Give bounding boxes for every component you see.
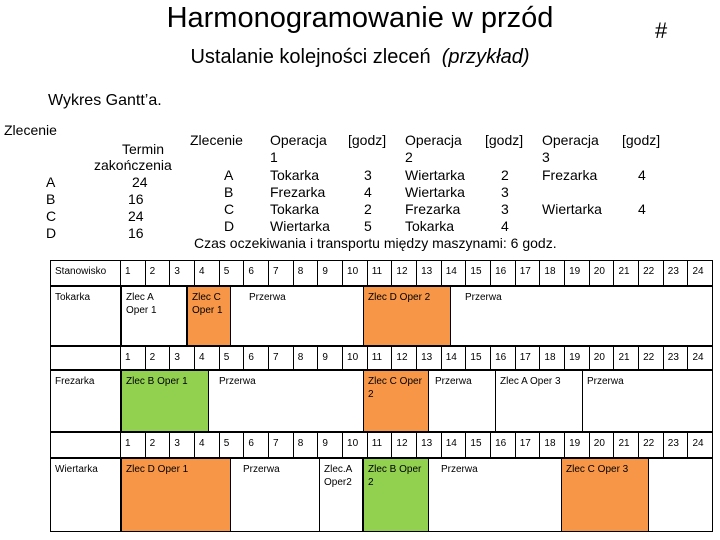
operations-table [190,132,670,254]
hour-cell [639,433,664,457]
block-label [126,375,188,388]
ops-op1-label: Operacja [270,132,327,148]
hour-label: 14 [445,438,457,449]
hour-cell [614,347,639,369]
hour-cell [318,261,343,285]
hour-cell [318,433,343,457]
hour-cell [417,261,442,285]
ops-op2: Tokarka [405,218,455,234]
deadline-table [0,120,190,250]
ops-op2-header: Operacja [405,132,462,148]
hour-cell [688,347,712,369]
hour-cell [195,347,220,369]
hour-cells [121,261,712,285]
ops-op1-num: 1 [270,149,278,165]
hour-cell [170,347,195,369]
hour-label: 14 [445,266,457,277]
subtitle [0,46,720,69]
ops-order: B [224,184,234,200]
break-label: Przerwa [219,376,256,387]
hour-cells [121,433,712,457]
ops-op1-header [270,132,327,148]
block-label [566,463,628,476]
deadline-value: 16 [128,191,144,207]
block-label-1: Zlec A Oper 3 [500,376,561,387]
hour-label: 15 [470,266,482,277]
ops-t1: 2 [364,201,372,217]
hour-cell [442,261,467,285]
hour-cell [565,433,590,457]
hour-cell [343,433,368,457]
hour-cell [146,347,171,369]
ops-op2: Frezarka [405,201,461,217]
machine-cell [51,287,121,345]
hour-cell [269,347,294,369]
hour-label: 21 [618,266,630,277]
hour-cell [269,261,294,285]
hour-cell [540,261,565,285]
hour-cell [343,347,368,369]
machine-name: Tokarka [55,292,91,303]
hour-label: 3 [174,266,180,277]
hour-label: 11 [371,438,383,449]
hour-cell [244,433,269,457]
hour-label: 22 [643,266,655,277]
hour-label: 3 [174,352,180,363]
ops-row-a [190,167,670,184]
hour-cell [417,433,442,457]
block-label [324,463,352,489]
hour-label: 8 [297,352,304,363]
hour-label: 15 [470,352,482,363]
block-label [368,375,422,401]
hour-label: 1 [125,352,131,363]
block-c-oper2 [363,371,429,431]
hour-cell [516,261,541,285]
hour-cell [688,433,712,457]
hour-cell [220,433,245,457]
ops-t2: 3 [501,201,509,217]
break-label: Przerwa [465,292,502,303]
hour-label: 7 [273,266,279,277]
hour-cell [294,347,319,369]
hour-label: 7 [273,352,279,363]
hour-cell [466,347,491,369]
hour-cell [516,433,541,457]
ops-op1: Tokarka [270,201,320,217]
hour-cell [590,261,615,285]
hour-label: 24 [692,438,704,449]
hour-label: 17 [519,266,531,277]
hour-cell [491,433,516,457]
hour-label: 16 [495,438,507,449]
hour-cell [639,261,664,285]
hour-cell [614,433,639,457]
hour-label: 10 [347,352,359,363]
hour-cell [244,261,269,285]
hour-cell [368,347,393,369]
deadline-termin-header-2: zakończenia [94,157,172,173]
hour-label: 24 [692,352,704,363]
ops-op2: Wiertarka [405,167,465,183]
hour-label: 11 [371,352,383,363]
block-d-oper2 [363,287,451,345]
block-label-1: Zlec A [126,292,154,303]
subtitle-example: (przykład) [441,46,530,68]
gantt-row-tokarka [50,286,713,346]
ops-op1: Tokarka [270,167,320,183]
hour-cell [146,261,171,285]
hour-cell [368,261,393,285]
deadline-termin-header-1: Termin [122,141,165,157]
hour-cell [368,433,393,457]
hour-label: 10 [347,266,359,277]
hour-cell [664,433,689,457]
hour-label: 8 [297,266,304,277]
hour-cell [442,433,467,457]
hour-cell [121,261,146,285]
hour-cell [466,261,491,285]
block-a-oper2 [319,459,363,531]
break-label: Przerwa [441,464,478,475]
deadline-order: D [46,225,57,241]
break-label: Przerwa [435,376,472,387]
hour-label: 22 [643,352,655,363]
hour-label: 19 [569,352,581,363]
hour-cell [294,261,319,285]
hour-cell [294,433,319,457]
deadline-order: C [46,208,57,224]
block-label-2: Oper 1 [192,305,223,316]
hour-label: 23 [667,266,679,277]
block-a-oper1 [121,287,187,345]
hour-label: 9 [322,266,328,277]
hour-cell [565,347,590,369]
hour-cell [392,433,417,457]
break-label: Przerwa [587,376,624,387]
hour-cell [491,261,516,285]
hour-label: 16 [495,266,507,277]
hour-label: 6 [248,352,254,363]
hour-cell [565,261,590,285]
block-label-1: Zlec.A [324,464,353,475]
hour-label: 1 [125,438,131,449]
ops-op1: Frezarka [270,184,326,200]
ops-godz-1: [godz] [348,132,387,148]
page-title: Harmonogramowanie w przód [166,2,554,34]
block-c-oper1 [187,287,231,345]
ops-t2: 2 [501,167,509,183]
hour-cell [392,347,417,369]
block-label-1: Zlec B Oper [368,464,422,475]
hour-cell [590,433,615,457]
block-label [368,291,430,304]
hour-cell [146,433,171,457]
deadline-zlecenie-header: Zlecenie [4,122,57,138]
block-label-2: 2 [368,389,374,400]
hour-label: 10 [347,438,359,449]
hour-cell [170,433,195,457]
break-label: Przerwa [249,292,286,303]
block-label [126,291,157,317]
hour-label: 9 [322,438,328,449]
block-c-oper3 [561,459,649,531]
hour-label: 4 [199,352,205,363]
block-label-1: Zlec C [192,292,221,303]
hour-cell [392,261,417,285]
hour-cell [664,347,689,369]
hour-cell [442,347,467,369]
hour-cell [614,261,639,285]
ops-row-c [190,201,670,218]
hour-label: 1 [125,266,131,277]
hour-cell [664,261,689,285]
deadline-value: 24 [128,208,144,224]
hour-cell [540,347,565,369]
hour-label: 14 [445,352,457,363]
hour-cell [516,347,541,369]
hour-label: 5 [223,266,230,277]
hour-label: 2 [149,352,156,363]
timeline-cell [121,459,712,531]
hour-label: 19 [569,438,581,449]
gantt-hours-row-wiertarka [50,432,713,458]
hour-label: 12 [396,438,408,449]
block-b-oper1 [121,371,209,431]
machine-cell [51,371,121,431]
hour-label: 21 [618,352,630,363]
hour-label: 4 [199,438,205,449]
block-b-oper2 [363,459,429,531]
gantt-row-frezarka [50,370,713,432]
ops-t1: 5 [364,218,372,234]
gantt-header-row [50,260,713,286]
hour-cell [195,433,220,457]
ops-op3: Wiertarka [542,201,602,217]
block-label-2: Oper 1 [126,305,157,316]
hour-label: 20 [593,352,605,363]
ops-row-d [190,218,670,235]
hour-cell [417,347,442,369]
hour-label: 16 [495,352,507,363]
hour-cell [318,347,343,369]
block-label [192,291,223,317]
hour-label: 13 [421,266,433,277]
timeline-cell [121,287,712,345]
hour-label: 7 [273,438,279,449]
ops-zlecenie-header: Zlecenie [190,132,243,148]
hour-label: 13 [421,438,433,449]
block-label-2: 2 [368,477,374,488]
block-label-1: Zlec C Oper 3 [566,464,629,475]
hour-cell [220,261,245,285]
hour-label: 9 [322,352,328,363]
hour-label: 18 [544,438,556,449]
ops-t2: 3 [501,184,509,200]
hour-cell [121,347,146,369]
hour-label: 23 [667,352,679,363]
hour-label: 23 [667,438,679,449]
block-a-oper3 [495,371,583,431]
timeline-cell [121,371,712,431]
ops-t3: 4 [638,167,646,183]
ops-t3: 4 [638,201,646,217]
hour-cell [343,261,368,285]
gantt-row-wiertarka [50,458,713,532]
hour-label: 6 [248,266,254,277]
deadline-order: B [46,191,56,207]
block-label-1: Zlec D Oper 2 [368,292,431,303]
block-label [500,375,561,388]
hour-label: 21 [618,438,630,449]
gantt-empty-cell [51,347,121,369]
machine-name: Wiertarka [55,464,98,475]
gantt-hours-row-frezarka [50,346,713,370]
ops-row-b [190,184,670,201]
hour-label: 24 [692,266,704,277]
machine-cell [51,459,121,531]
block-label-1: Zlec D Oper 1 [126,464,189,475]
deadline-value: 24 [132,174,148,190]
hour-label: 19 [569,266,581,277]
deadline-order: A [46,174,56,190]
ops-t1: 3 [364,167,372,183]
hour-label: 22 [643,438,655,449]
hour-cell [688,261,712,285]
gantt-empty-cell [51,433,121,457]
hour-cell [491,347,516,369]
ops-order: A [224,167,234,183]
hour-cell [220,347,245,369]
hour-cell [466,433,491,457]
hour-cell [269,433,294,457]
ops-op3-num: 3 [542,149,550,165]
gantt-stanowisko-label: Stanowisko [55,266,107,277]
ops-op2-num: 2 [405,149,413,165]
ops-t1: 4 [364,184,372,200]
hour-label: 20 [593,266,605,277]
hour-cell [590,347,615,369]
block-d-oper1 [121,459,231,531]
ops-godz-2: [godz] [485,132,524,148]
hour-cells [121,347,712,369]
machine-name: Frezarka [55,376,95,387]
ops-op3: Frezarka [542,167,598,183]
ops-t2: 4 [501,218,509,234]
hour-label: 5 [223,352,230,363]
hour-label: 3 [174,438,180,449]
hour-label: 18 [544,266,556,277]
hour-label: 13 [421,352,433,363]
ops-op1: Wiertarka [270,218,330,234]
block-label-2: Oper2 [324,477,352,488]
deadline-value: 16 [128,225,144,241]
hour-cell [244,347,269,369]
ops-order: C [224,201,235,217]
hour-label: 8 [297,438,304,449]
block-label-1: Zlec B Oper 1 [126,376,188,387]
hour-label: 12 [396,266,408,277]
hour-label: 17 [519,352,531,363]
break-label: Przerwa [243,464,280,475]
hour-label: 18 [544,352,556,363]
hour-label: 20 [593,438,605,449]
block-label-1: Zlec C Oper [368,376,422,387]
block-label [126,463,188,476]
hour-label: 15 [470,438,482,449]
gantt-stanowisko-cell [51,261,121,285]
hour-label: 11 [371,266,383,277]
block-label [368,463,421,489]
section-title: Wykres Gantt’a. [48,92,162,109]
hour-cell [170,261,195,285]
ops-op3-header: Operacja [542,132,599,148]
hour-cell [540,433,565,457]
subtitle-main: Ustalanie kolejności zleceń [190,46,431,68]
hour-label: 2 [149,266,156,277]
hour-label: 2 [149,438,156,449]
ops-godz-3: [godz] [622,132,661,148]
ops-order: D [224,218,235,234]
hour-cell [195,261,220,285]
slide-number-mark: # [655,18,668,43]
hour-label: 4 [199,266,205,277]
ops-op2: Wiertarka [405,184,465,200]
hour-label: 6 [248,438,254,449]
hour-label: 12 [396,352,408,363]
hour-label: 17 [519,438,531,449]
hour-cell [639,347,664,369]
hour-cell [121,433,146,457]
ops-footnote: Czas oczekiwania i transportu między maszynami: 6 godz. [194,235,557,251]
hour-label: 5 [223,438,230,449]
